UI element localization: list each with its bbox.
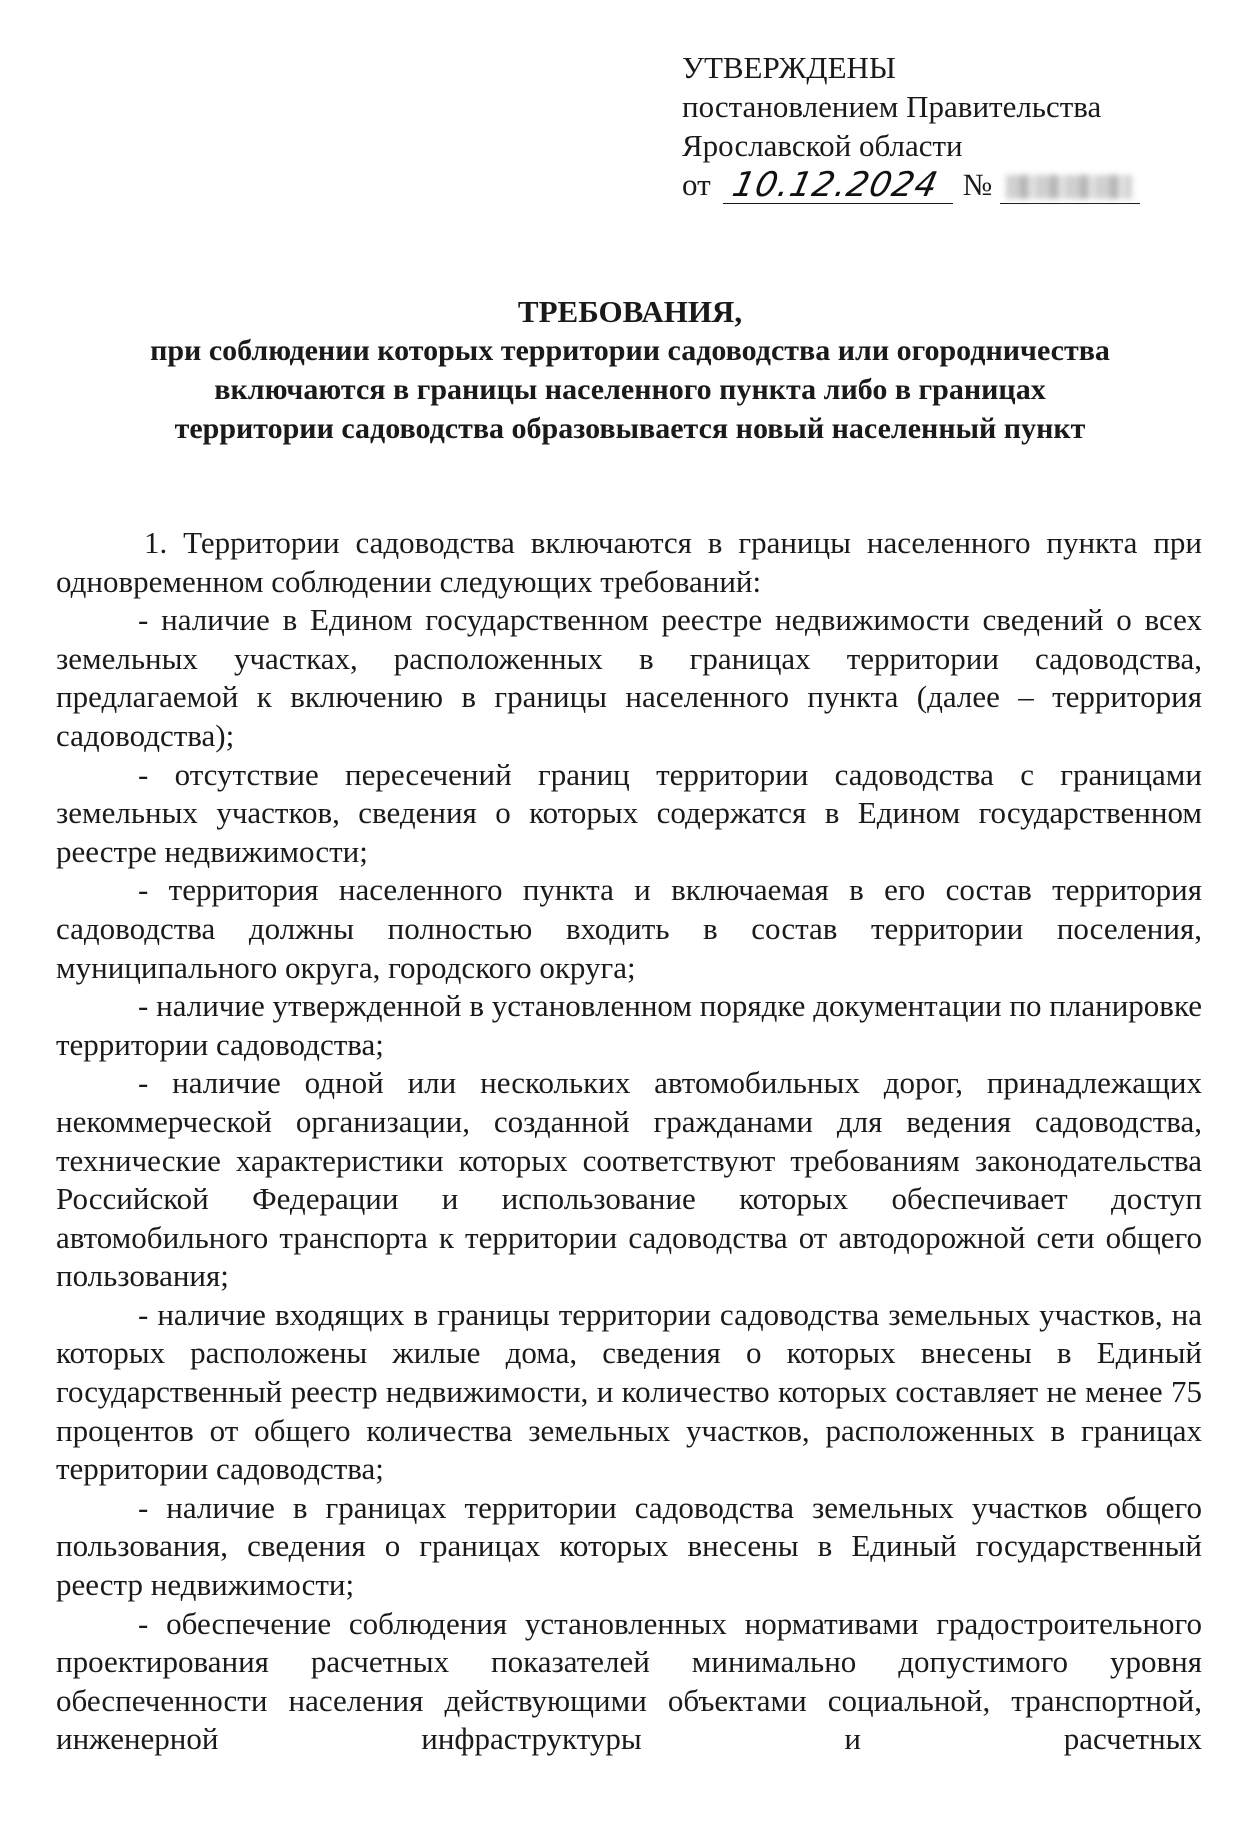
requirement-item: - наличие одной или нескольких автомобильных дорог, принадлежащих некоммерческой организации, созданной гражданами для ведения садоводства, технические характеристики которых соответствуют требованиям законодательства Российской Федерации и использование которых обеспечивает доступ автомобильного транспорта к территории садоводства от автодорожной сети общего пользования; — [56, 1065, 1202, 1294]
requirement-item: - наличие утвержденной в установленном порядке документации по планировке территории садоводства; — [56, 988, 1202, 1062]
requirement-item: - обеспечение соблюдения установленных нормативами градостроительного проектирования расчетных показателей минимально допустимого уровня обеспеченности населения действующими объектами социальной, транспортной, инженерной инфраструктуры и расчетных — [56, 1605, 1202, 1757]
approval-decree-line: постановлением Правительства — [682, 89, 1102, 124]
title-subtitle: при соблюдении которых территории садоводства или огородничества включаются в границы населенного пункта либо в границах территории садоводства образовывается новый населенный пункт — [150, 334, 1110, 445]
number-field — [1000, 169, 1140, 204]
requirement-item: - наличие в границах территории садоводства земельных участков общего пользования, сведения о границах которых внесены в Единый государственный реестр недвижимости; — [56, 1489, 1202, 1603]
requirement-item: - отсутствие пересечений границ территории садоводства с границами земельных участков, сведения о которых содержатся в Едином государственном реестре недвижимости; — [56, 756, 1202, 869]
date-field — [723, 165, 953, 205]
approval-region-line: Ярославской области — [682, 128, 963, 163]
requirement-item: - территория населенного пункта и включаемая в его состав территория садоводства должны полностью входить в состав территории поселения, муниципального округа, городского округа; — [56, 872, 1202, 985]
requirement-item: - наличие входящих в границы территории садоводства земельных участков, на которых расположены жилые дома, сведения о которых внесены в Единый государственный реестр недвижимости, и количество которых составляет не менее 75 процентов от общего количества земельных участков, расположенных в границах территории садоводства; — [56, 1296, 1202, 1487]
document-title — [80, 292, 1180, 448]
approval-heading: УТВЕРЖДЕНЫ — [682, 50, 896, 85]
number-label: № — [962, 167, 993, 202]
title-main: ТРЕБОВАНИЯ, — [517, 294, 743, 329]
document-body — [56, 524, 1202, 1759]
paragraph-1: 1. Территории садоводства включаются в границы населенного пункта при одновременном соблюдении следующих требований: — [56, 525, 1202, 599]
requirement-item: - наличие в Едином государственном реестре недвижимости сведений о всех земельных участках, расположенных в границах территории садоводства, предлагаемой к включению в границы населенного пункта (далее – территория садоводства); — [56, 602, 1202, 753]
approval-date-line — [682, 165, 1202, 204]
redacted-number — [1006, 175, 1132, 199]
approval-block — [682, 48, 1202, 204]
handwritten-date: 10.12.2024 — [728, 165, 942, 205]
from-label: от — [682, 167, 711, 202]
